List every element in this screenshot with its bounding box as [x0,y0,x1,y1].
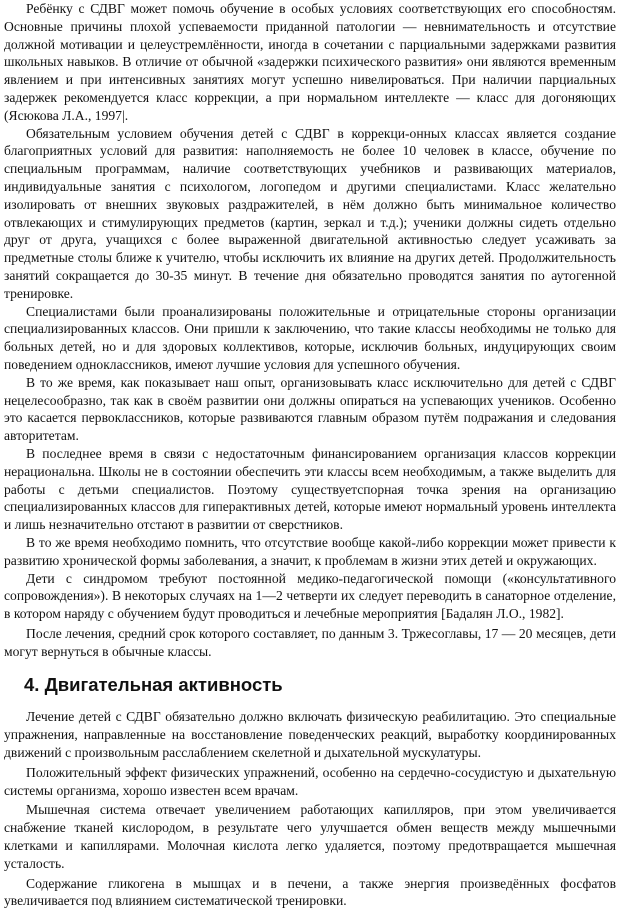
paragraph-adhd-special-schooling: Ребёнку с СДВГ может помочь обучение в особых условиях соответствующих его способностям. Основные причины плохой успеваемости приданной патологии — невнимательность и отсутствие должной мотивации и целеустремлённости, иногда в сочетании с парциальными задержками развития школьных навыков. В отличие от обычной «задержки психического развития» они являются временным явлением и при интенсивных занятиях могут успешно нивелироваться. При наличии парциальных задержек рекомендуется класс коррекции, а при нормальном интеллекте — класс для догоняющих (Ясюкова Л.А., 1997|. [4,1,616,123]
paragraph-funding-issues: В последнее время в связи с недостаточным финансированием организация классов коррекции нерациональна. Школы не в состоянии обеспечить эти классы всем необходимым, а также выделить для работы с детьми специалистов. Поэтому существуетспорная точка зрения на организацию специализированных классов для гиперактивных детей, которые имеют нормальный уровень интеллекта и лишь незначительно отстают в развитии от сверстников. [4,445,616,533]
paragraph-no-correction-risk: В то же время необходимо помнить, что отсутствие вообще какой-либо коррекции может привести к развитию хронической формы заболевания, а значит, к проблемам в жизни этих детей и окружающих. [4,534,616,568]
paragraph-muscle-capillaries: Мышечная система отвечает увеличением работающих капилляров, при этом увеличивается снабжение тканей кислородом, в результате чего улучшается обмен веществ между мышечными клетками и капиллярами. Молочная кислота легко удаляется, поэтому предотвращается мышечная усталость. [4,802,616,871]
paragraph-correction-class-conditions: Обязательным условием обучения детей с СДВГ в коррекци-онных классах является создание благоприятных условий для развития: наполняемость не более 10 человек в классе, обучение по специальным программам, наличие соответствующих учебников и развивающих материалов, индивидуальные занятия с психологом, логопедом и другими специалистами. Класс желательно изолировать от внешних звуковых раздражителей, в нём должно быть минимальное количество отвлекающих и стимулирующих предметов (картин, зеркал и т.д.); ученики должны сидеть отдельно друг от друга, учащихся с более выраженной двигательной активностью следует усаживать за предметные столы ближе к учителю, чтобы исключить их влияние на других детей. Продолжительность занятий сокращается до 30-35 минут. В течение дня обязательно проводятся занятия по аутогенной тренировке. [4,125,616,301]
paragraph-return-to-regular-class: После лечения, средний срок которого составляет, по данным 3. Тржесоглавы, 17 — 20 месяцев, дети могут вернуться в обычные классы. [4,625,616,659]
paragraph-exercise-benefits: Положительный эффект физических упражнений, особенно на сердечно-сосудистую и дыхательную системы организма, хорошо известен всем врачам. [4,764,616,798]
section-heading-motor-activity: 4. Двигательная активность [24,674,283,696]
paragraph-physical-rehabilitation: Лечение детей с СДВГ обязательно должно включать физическую реабилитацию. Это специальные упражнения, направленные на восстановление поведенческих реакций, выработку координированных движений с произвольным расслаблением скелетной и дыхательной мускулатуры. [4,709,616,761]
paragraph-glycogen-training: Содержание гликогена в мышцах и в печени, а также энергия произведённых фосфатов увеличивается под влиянием систематической тренировки. [4,875,616,909]
document-page [4,0,616,910]
paragraph-medical-pedagogical-help: Дети с синдромом требуют постоянной медико-педагогической помощи («консультативного сопровождения»). В некоторых случаях на 1—2 четверти их следует переводить в санаторное отделение, в котором наряду с обучением будут проводиться и лечебные мероприятия [Бадалян Л.О., 1982]. [4,570,616,622]
paragraph-mixed-class-experience: В то же время, как показывает наш опыт, организовывать класс исключительно для детей с СДВГ нецелесообразно, так как в своём развитии они должны опираться на успевающих учеников. Особенно это касается первоклассников, которые развиваются главным образом путём подражания и следования авторитетам. [4,374,616,444]
paragraph-specialized-classes-analysis: Специалистами были проанализированы положительные и отрицательные стороны организации специализированных классов. Они пришли к заключению, что такие классы необходимы не только для больных детей, но и для здоровых коллективов, которые, исключив больных, индуцирующих своим поведением одноклассников, имеют лучшие условия для успешного обучения. [4,303,616,372]
